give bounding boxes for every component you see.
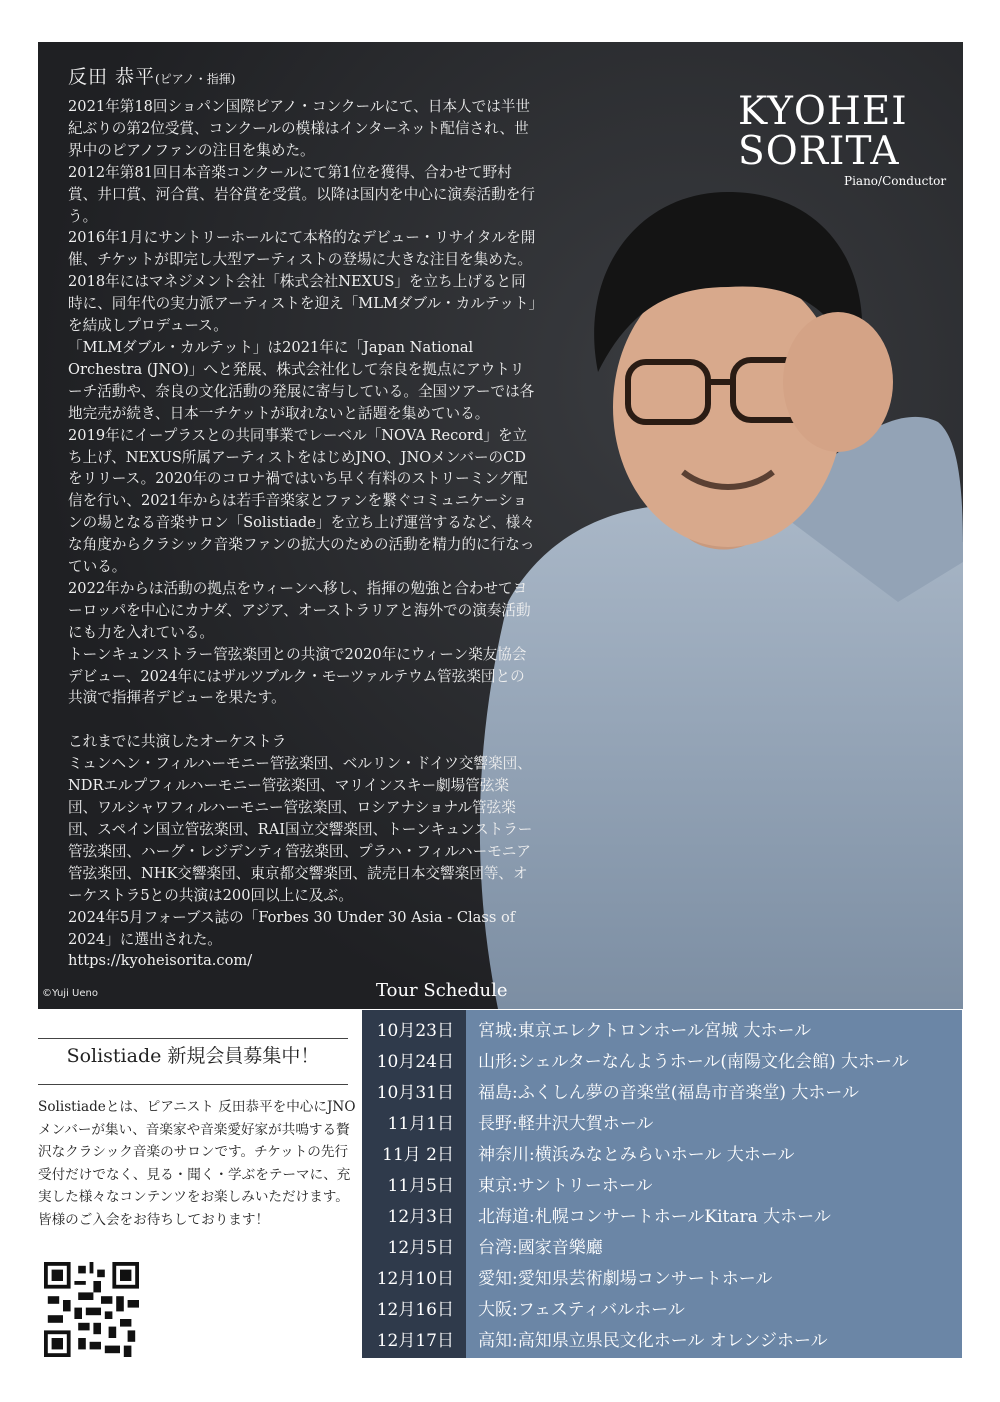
solistiade-body bbox=[38, 1096, 358, 1231]
bio-name: 反田 恭平(ピアノ・指揮) bbox=[68, 66, 236, 88]
bio-paragraph: 2022年からは活動の拠点をウィーンへ移し、指揮の勉強と合わせてヨーロッパを中心にカナダ、アジア、オーストラリアと海外での演奏活動にも力を入れている。 bbox=[68, 579, 531, 641]
solistiade-title: Solistiade 新規会員募集中！ bbox=[66, 1045, 320, 1067]
divider bbox=[38, 1084, 348, 1085]
bio-paragraph: 「MLMダブル・カルテット」は2021年に「Japan National Orchestra (JNO)」へと発展、株式会社化して奈良を拠点にアウトリーチ活動や、奈良の文化活動の発展に寄与している。全国ツアーでは各地完売が続き、日本一チケットが取れないと話題を集めている。 bbox=[68, 338, 535, 422]
photo-credit: ©Yuji Ueno bbox=[42, 988, 98, 999]
schedule-row: 10月31日 福島:ふくしん夢の音楽堂(福島市音楽堂) 大ホール bbox=[376, 1083, 860, 1103]
forbes-note: 2024年5月フォーブス誌の「Forbes 30 Under 30 Asia - Class of 2024」に選出された。 bbox=[68, 908, 516, 948]
schedule-row: 12月16日 大阪:フェスティバルホール bbox=[376, 1300, 685, 1320]
schedule-row: 11月1日 長野:軽井沢大賀ホール bbox=[387, 1114, 654, 1134]
schedule-row: 11月5日 東京:サントリーホール bbox=[387, 1176, 653, 1196]
schedule-row: 11月 2日 神奈川:横浜みなとみらいホール 大ホール bbox=[382, 1145, 795, 1165]
solistiade-description: Solistiadeとは、ピアニスト 反田恭平を中心にJNOメンバーが集い、音楽家や音楽愛好家が共鳴する贅沢なクラシック音楽のサロンです。チケットの先行受付だけでなく、見る・聞く・学ぶをテーマに、充実した様々なコンテンツをお楽しみいただけます。 bbox=[38, 1099, 356, 1205]
qr-code-icon[interactable] bbox=[44, 1262, 139, 1357]
bio-paragraph: 2019年にイープラスとの共同事業でレーベル「NOVA Record」を立ち上げ、NEXUS所属アーティストをはじめJNO、JNOメンバーのCDをリリース。2020年のコロナ禍ではいち早く有料のストリーミング配信を行い、2021年からは若手音楽家とファンを繋ぐコミュニケーションの場となる音楽サロン「Solistiade」を立ち上げ運営するなど、様々な角度からクラシック音楽ファンの拡大のための活動を精力的に行なっている。 bbox=[68, 426, 535, 576]
website-link[interactable]: https://kyoheisorita.com/ bbox=[68, 952, 253, 970]
tour-heading: Tour Schedule bbox=[376, 980, 508, 1001]
bio-paragraph: 2012年第81回日本音楽コンクールにて第1位を獲得、合わせて野村賞、井口賞、河合賞、岩谷賞を受賞。以降は国内を中心に演奏活動を行う。 bbox=[68, 163, 536, 225]
divider bbox=[38, 1038, 348, 1039]
brand-name: KYOHEI SORITA bbox=[738, 89, 908, 174]
bio-paragraph: トーンキュンストラー管弦楽団との共演で2020年にウィーン楽友協会デビュー、2024年にはザルツブルク・モーツァルテウム管弦楽団との共演で指揮者デビューを果たす。 bbox=[68, 645, 527, 707]
bio-paragraph: 2016年1月にサントリーホールにて本格的なデビュー・リサイタルを開催、チケットが即完し大型アーティストの登場に大きな注目を集めた。2018年にはマネジメント会社「株式会社NEXUS」を立ち上げると同時に、同年代の実力派アーティストを迎え「MLMダブル・カルテット」を結成しプロデュース。 bbox=[68, 229, 536, 335]
schedule-row: 12月17日 高知:高知県立県民文化ホール オレンジホール bbox=[376, 1331, 828, 1351]
schedule-row: 12月3日 北海道:札幌コンサートホールKitara 大ホール bbox=[387, 1207, 831, 1227]
bio-paragraph: 2021年第18回ショパン国際ピアノ・コンクールにて、日本人では半世紀ぶりの第2位受賞、コンクールの模様はインターネット配信され、世界中のピアノファンの注目を集めた。 bbox=[68, 98, 531, 159]
bio-text bbox=[68, 96, 538, 972]
schedule-row: 10月23日 宮城:東京エレクトロンホール宮城 大ホール bbox=[376, 1021, 812, 1041]
schedule-row: 10月24日 山形:シェルターなんようホール(南陽文化会館) 大ホール bbox=[376, 1052, 909, 1072]
solistiade-closing: 皆様のご入会をお待ちしております！ bbox=[38, 1211, 270, 1228]
brand-subtitle: Piano/Conductor bbox=[844, 174, 947, 188]
tour-schedule bbox=[362, 1010, 962, 1358]
hero-panel bbox=[38, 42, 963, 1009]
orchestras-list: ミュンヘン・フィルハーモニー管弦楽団、ベルリン・ドイツ交響楽団、NDRエルプフィルハーモニー管弦楽団、マリインスキー劇場管弦楽団、ワルシャワフィルハーモニー管弦楽団、ロシアナショナル管弦楽団、スペイン国立管弦楽団、RAI国立交響楽団、トーンキュンストラー管弦楽団、ハーグ・レジデンティ管弦楽団、プラハ・フィルハーモニア管弦楽団、NHK交響楽団、東京都交響楽団、読売日本交響楽団等、オーケストラ5との共演は200回以上に及ぶ。 bbox=[68, 755, 533, 904]
schedule-row: 12月10日 愛知:愛知県芸術劇場コンサートホール bbox=[376, 1269, 773, 1289]
orchestras-heading: これまでに共演したオーケストラ bbox=[68, 733, 287, 751]
schedule-row: 12月5日 台湾:國家音樂廳 bbox=[387, 1238, 603, 1258]
